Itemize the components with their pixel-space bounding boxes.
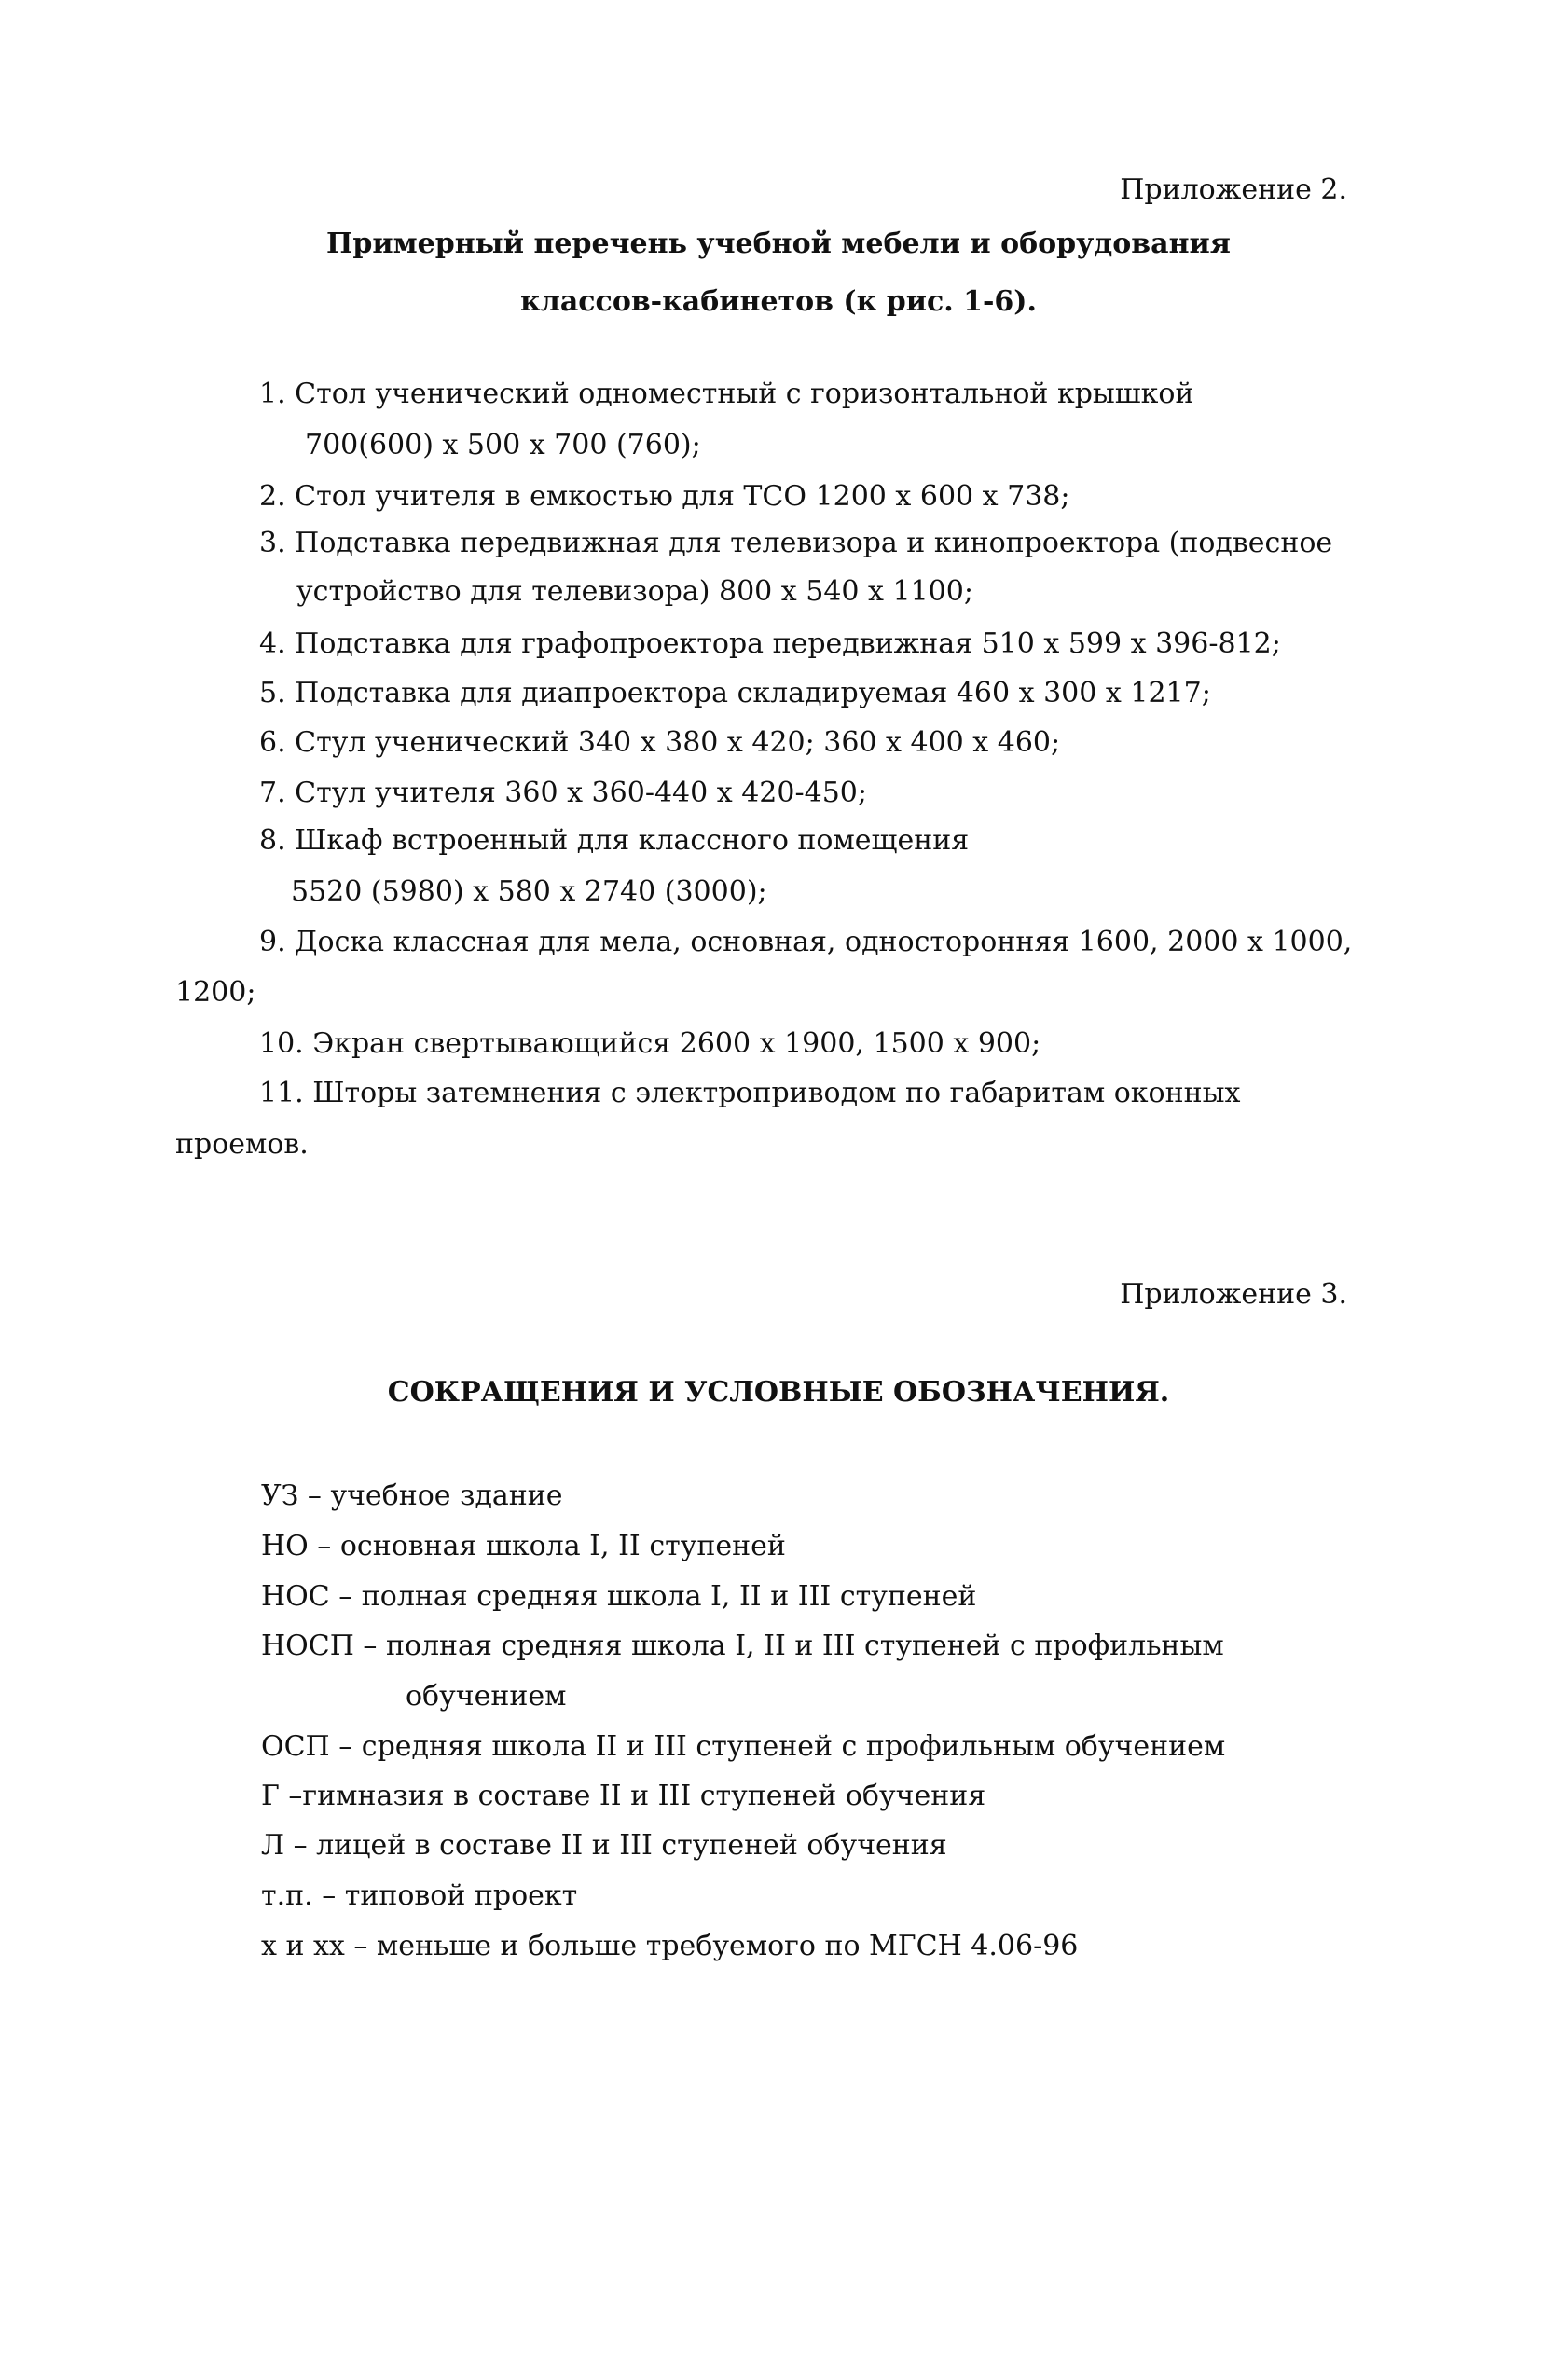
list-item: устройство для телевизора) 800 х 540 х 1100; bbox=[296, 575, 973, 608]
list-item: 700(600) х 500 х 700 (760); bbox=[305, 429, 701, 461]
list-item: 5520 (5980) х 580 х 2740 (3000); bbox=[291, 875, 767, 908]
list-item: 3. Подставка передвижная для телевизора и кинопроектора (подвесное bbox=[259, 527, 1333, 559]
list-item: 10. Экран свертывающийся 2600 х 1900, 1500 х 900; bbox=[259, 1027, 1041, 1060]
list-item: 8. Шкаф встроенный для классного помещения bbox=[259, 824, 970, 857]
list-item: 6. Стул ученический 340 х 380 х 420; 360 х 400 х 460; bbox=[259, 726, 1061, 759]
list-item: проемов. bbox=[175, 1128, 309, 1161]
appendix-2-title-line-2: классов-кабинетов (к рис. 1-6). bbox=[520, 285, 1037, 318]
appendix-2-label: Приложение 2. bbox=[1120, 173, 1347, 206]
appendix-3-title: СОКРАЩЕНИЯ И УСЛОВНЫЕ ОБОЗНАЧЕНИЯ. bbox=[387, 1376, 1170, 1409]
abbreviation-entry: х и хх – меньше и больше требуемого по МГСН 4.06-96 bbox=[261, 1930, 1079, 1962]
abbreviation-entry: УЗ – учебное здание bbox=[261, 1479, 563, 1512]
list-item: 4. Подставка для графопроектора передвижная 510 х 599 х 396-812; bbox=[259, 627, 1281, 660]
abbreviation-entry: НОСП – полная средняя школа I, II и III ступеней с профильным bbox=[261, 1630, 1224, 1662]
list-item: 1. Стол ученический одноместный с горизонтальной крышкой bbox=[259, 378, 1194, 410]
list-item: 11. Шторы затемнения с электроприводом по габаритам оконных bbox=[259, 1077, 1241, 1109]
list-item: 5. Подставка для диапроектора складируемая 460 х 300 х 1217; bbox=[259, 677, 1211, 709]
list-item: 2. Стол учителя в емкостью для ТСО 1200 х 600 х 738; bbox=[259, 480, 1070, 513]
list-item: 1200; bbox=[175, 976, 256, 1009]
abbreviation-entry: обучением bbox=[406, 1680, 567, 1713]
appendix-3-label: Приложение 3. bbox=[1120, 1278, 1347, 1311]
abbreviation-entry: т.п. – типовой проект bbox=[261, 1879, 578, 1912]
appendix-2-title-line-1: Примерный перечень учебной мебели и оборудования bbox=[326, 227, 1231, 260]
abbreviation-entry: Л – лицей в составе II и III ступеней обучения bbox=[261, 1829, 947, 1862]
abbreviation-entry: ОСП – средняя школа II и III ступеней с профильным обучением bbox=[261, 1730, 1226, 1763]
abbreviation-entry: Г –гимназия в составе II и III ступеней обучения bbox=[261, 1780, 986, 1812]
list-item: 7. Стул учителя 360 х 360-440 х 420-450; bbox=[259, 777, 867, 809]
abbreviation-entry: НО – основная школа I, II ступеней bbox=[261, 1530, 786, 1562]
abbreviation-entry: НОС – полная средняя школа I, II и III ступеней bbox=[261, 1580, 977, 1613]
list-item: 9. Доска классная для мела, основная, односторонняя 1600, 2000 х 1000, bbox=[259, 926, 1353, 958]
